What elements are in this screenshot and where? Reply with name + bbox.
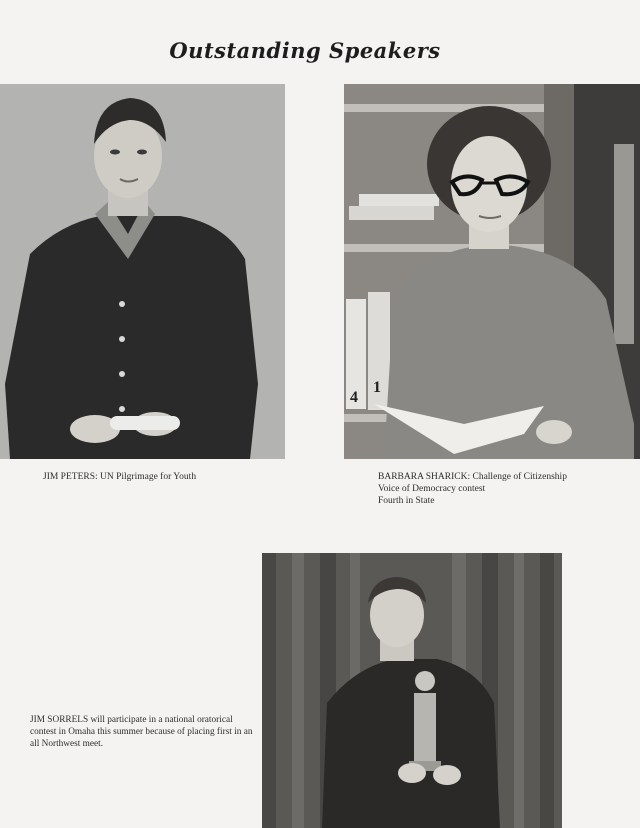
photo-jim-sorrels bbox=[262, 553, 562, 828]
page-title: Outstanding Speakers bbox=[169, 38, 441, 63]
caption-barbara-sharick bbox=[378, 471, 567, 507]
book-spine-number-2: 1 bbox=[373, 379, 381, 396]
photo-jim-peters bbox=[0, 84, 285, 459]
caption-barbara-line-3: Fourth in State bbox=[378, 496, 435, 506]
book-spine-number-1: 4 bbox=[350, 389, 358, 406]
caption-barbara-line-1: BARBARA SHARICK: Challenge of Citizenship bbox=[378, 472, 567, 482]
caption-jim-sorrels: JIM SORRELS will participate in a national oratorical contest in Omaha this summer because of placing first in an all Northwest meet. bbox=[30, 715, 253, 749]
caption-jim-peters: JIM PETERS: UN Pilgrimage for Youth bbox=[43, 472, 197, 482]
caption-barbara-line-2: Voice of Democracy contest bbox=[378, 484, 486, 494]
photo-barbara-sharick bbox=[344, 84, 640, 459]
